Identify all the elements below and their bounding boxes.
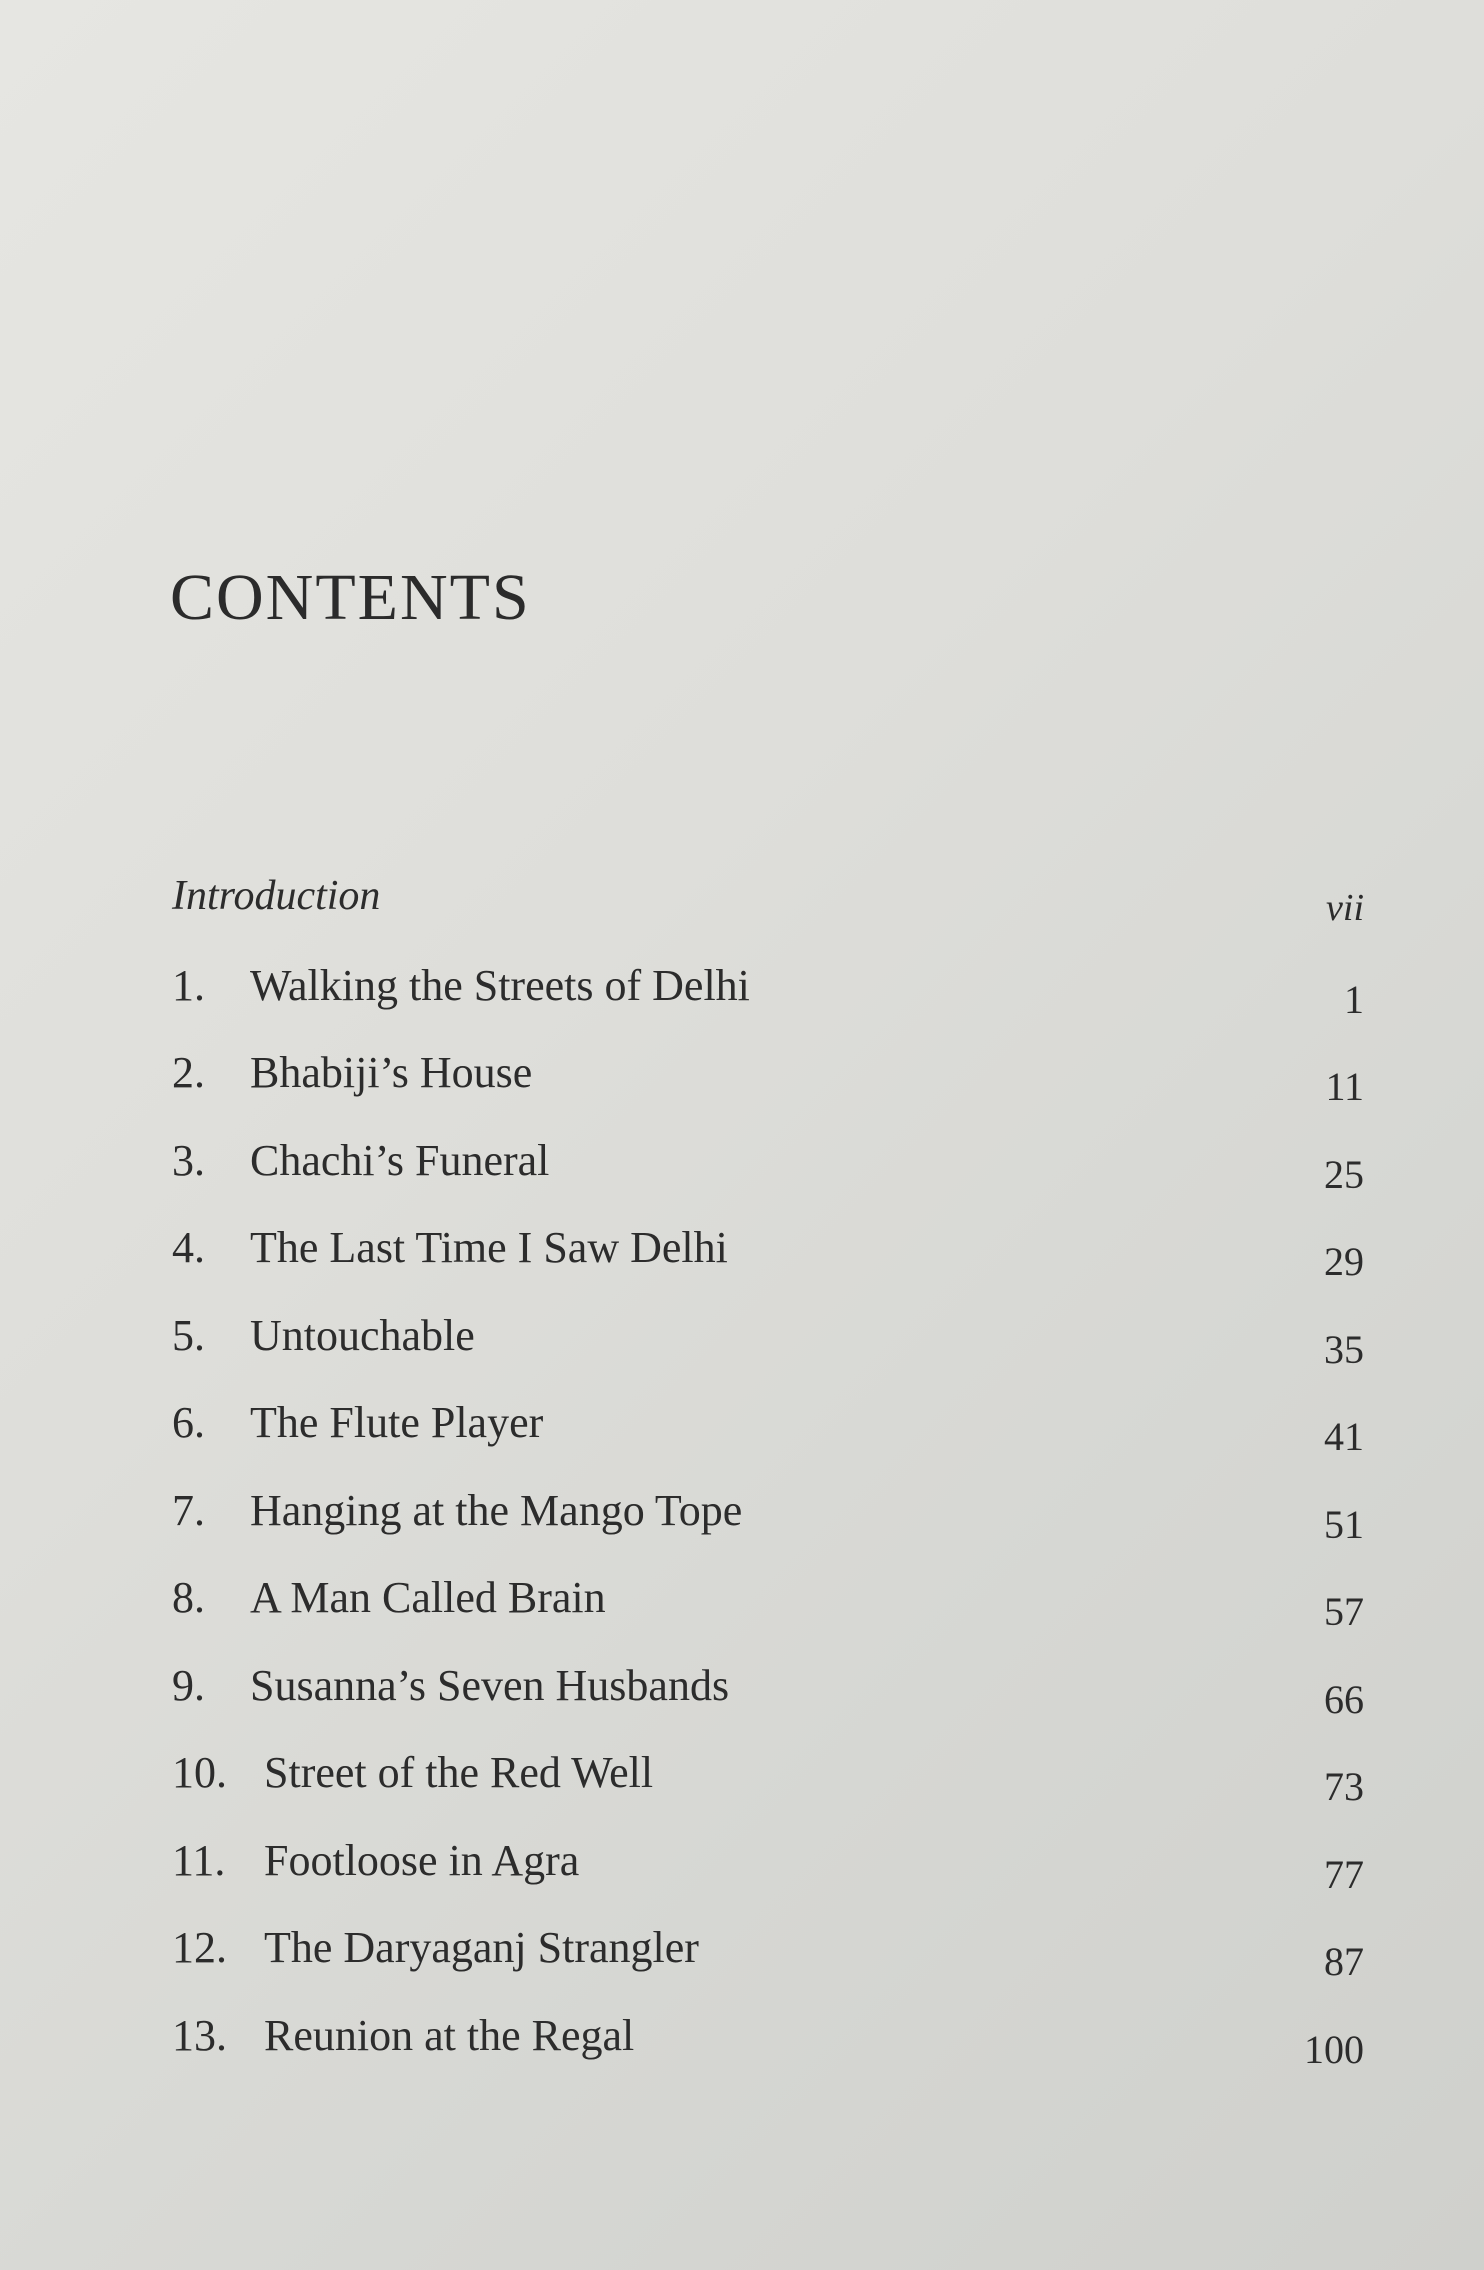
toc-entry-number: 3. — [172, 1135, 205, 1185]
toc-entry-title: The Flute Player — [250, 1398, 544, 1447]
toc-entry-number: 1. — [172, 960, 205, 1010]
toc-entry-number: 12. — [172, 1923, 227, 1972]
toc-entry-page: 100 — [1304, 2026, 1364, 2072]
toc-entry-page: 87 — [1324, 1939, 1364, 1984]
toc-entry-title: The Last Time I Saw Delhi — [250, 1223, 728, 1272]
toc-entry-title: Chachi’s Funeral — [250, 1135, 550, 1185]
table-of-contents — [172, 872, 1370, 2097]
toc-entry — [172, 1397, 1370, 1485]
toc-entry — [172, 1222, 1370, 1310]
toc-entry — [172, 960, 1370, 1048]
toc-entry — [172, 1485, 1370, 1573]
toc-entry-page: 51 — [1324, 1501, 1364, 1547]
toc-entry-title: Street of the Red Well — [264, 1748, 654, 1797]
toc-entry-title: Susanna’s Seven Husbands — [250, 1660, 730, 1710]
toc-entry — [172, 1660, 1370, 1748]
toc-entry-page: 11 — [1325, 1064, 1364, 1109]
toc-entry-title: Footloose in Agra — [264, 1835, 580, 1885]
toc-entry-title: Walking the Streets of Delhi — [250, 960, 750, 1010]
toc-entry-title: A Man Called Brain — [250, 1573, 606, 1622]
toc-entry-number: 8. — [172, 1573, 205, 1622]
toc-entry — [172, 1922, 1370, 2010]
toc-entry — [172, 1135, 1370, 1223]
toc-entry — [172, 2010, 1370, 2098]
toc-entry-number: 10. — [172, 1748, 227, 1797]
toc-entry-title: The Daryaganj Strangler — [264, 1923, 699, 1972]
toc-entry-title: Introduction — [172, 873, 381, 919]
toc-entry-page: 57 — [1324, 1589, 1364, 1634]
toc-entry-number: 11. — [172, 1835, 226, 1885]
toc-entry-number: 6. — [172, 1398, 205, 1447]
toc-entry-title: Reunion at the Regal — [264, 2010, 635, 2060]
toc-entry-number: 5. — [172, 1310, 205, 1360]
toc-entry — [172, 1047, 1370, 1135]
toc-entry-page: 25 — [1324, 1151, 1364, 1197]
toc-entry-introduction — [172, 872, 1370, 960]
toc-entry-page: 66 — [1324, 1676, 1364, 1722]
toc-entry-number: 4. — [172, 1223, 205, 1272]
toc-entry-page: 73 — [1324, 1764, 1364, 1809]
toc-entry-title: Bhabiji’s House — [250, 1048, 533, 1097]
toc-entry-number: 7. — [172, 1485, 205, 1535]
toc-entry — [172, 1747, 1370, 1835]
toc-entry — [172, 1835, 1370, 1923]
toc-entry-number: 13. — [172, 2010, 227, 2060]
toc-entry-number: 9. — [172, 1660, 205, 1710]
toc-entry — [172, 1572, 1370, 1660]
toc-entry-page: 1 — [1344, 976, 1364, 1022]
toc-entry — [172, 1310, 1370, 1398]
toc-entry-page: 35 — [1324, 1326, 1364, 1372]
page-title: CONTENTS — [170, 561, 531, 634]
toc-entry-page: vii — [1326, 887, 1364, 929]
toc-entry-page: 41 — [1324, 1414, 1364, 1459]
toc-entry-page: 29 — [1324, 1239, 1364, 1284]
toc-entry-title: Untouchable — [250, 1310, 475, 1360]
toc-entry-page: 77 — [1324, 1851, 1364, 1897]
toc-entry-number: 2. — [172, 1048, 205, 1097]
toc-entry-title: Hanging at the Mango Tope — [250, 1485, 743, 1535]
